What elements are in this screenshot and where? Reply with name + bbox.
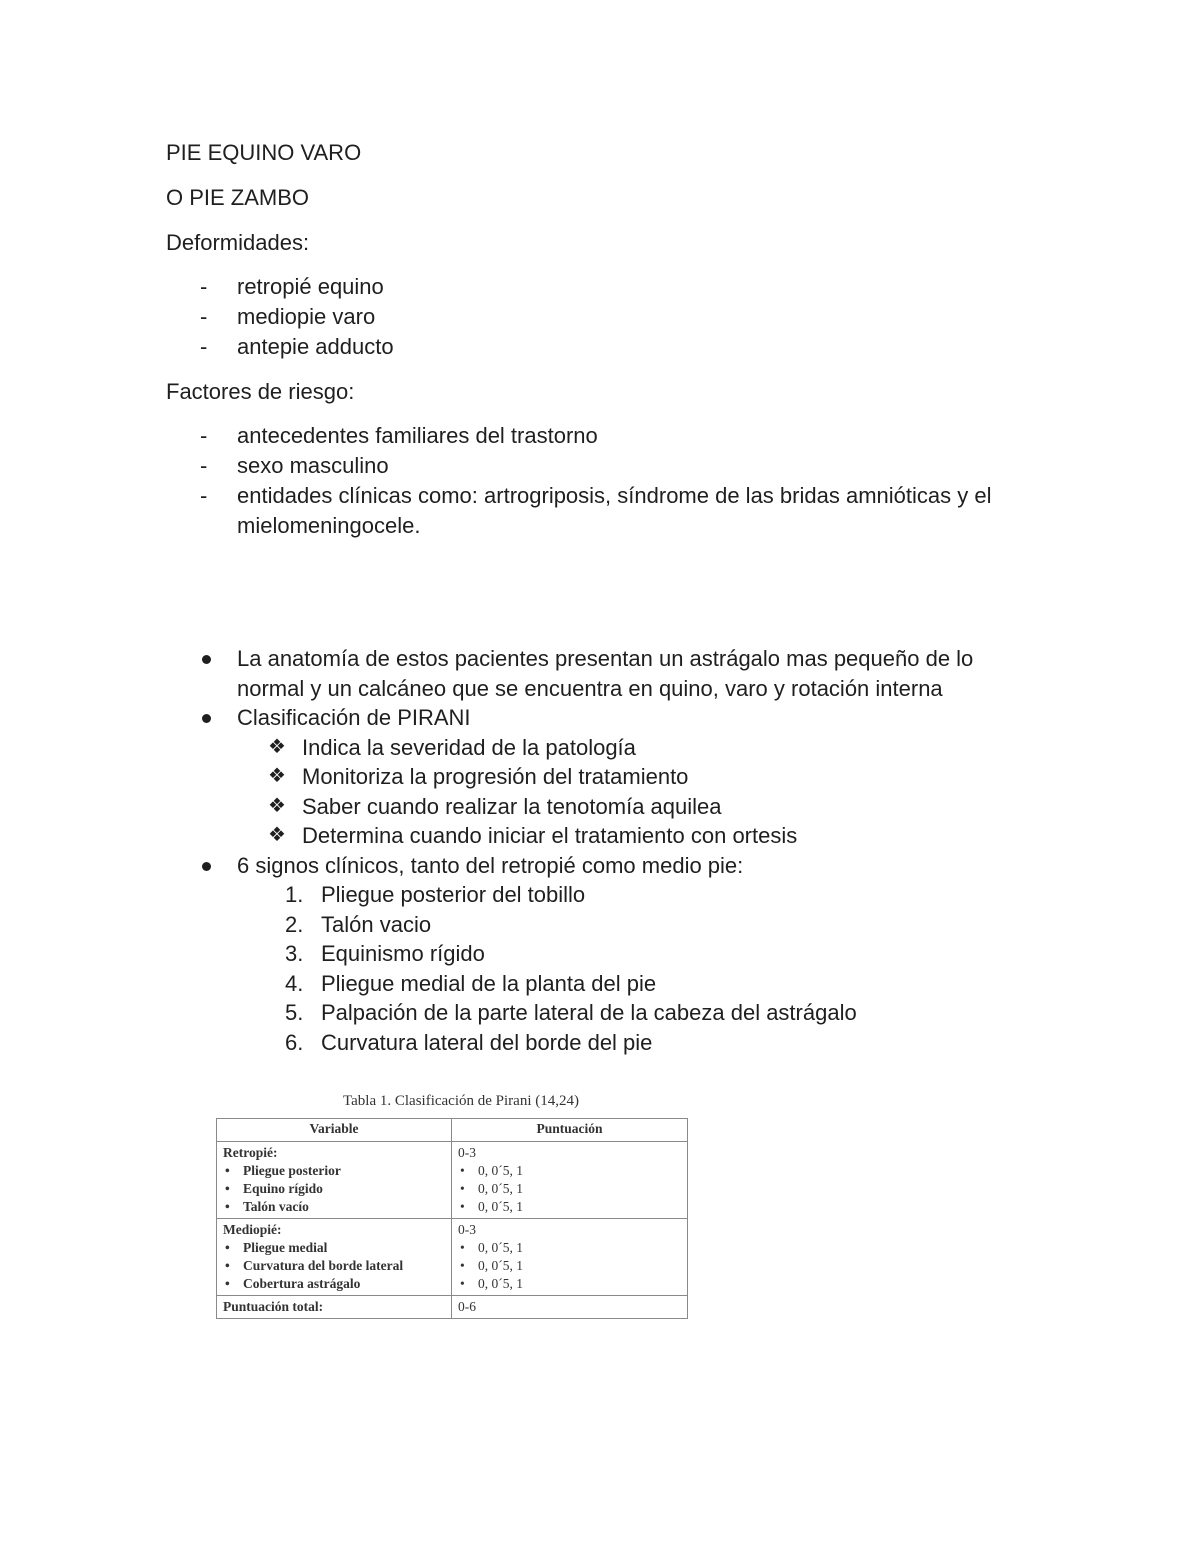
list-item-text: Indica la severidad de la patología — [302, 734, 636, 760]
pirani-table — [216, 1118, 688, 1319]
bullet-icon: • — [460, 1163, 465, 1178]
list-item-text: sexo masculino — [237, 453, 389, 478]
list-item-text: Pliegue medial de la planta del pie — [321, 970, 657, 996]
table-list-item — [458, 1275, 681, 1293]
signos-numbered-list — [237, 880, 1046, 1057]
table-score-text: 0, 0´5, 1 — [478, 1181, 523, 1196]
table-list-item — [223, 1180, 445, 1198]
bullet-icon — [202, 714, 211, 723]
list-item-text: Saber cuando realizar la tenotomía aquilea — [302, 793, 722, 819]
table-list-item — [223, 1239, 445, 1257]
table-item-text: Pliegue medial — [243, 1240, 328, 1255]
bullet-text: Clasificación de PIRANI — [237, 705, 471, 730]
table-score-text: 0, 0´5, 1 — [478, 1199, 523, 1214]
bullet-icon: • — [460, 1276, 465, 1291]
bullet-icon: • — [460, 1258, 465, 1273]
list-item — [166, 332, 394, 362]
bullet-icon: • — [460, 1181, 465, 1196]
bullet-item-clasificacion — [166, 703, 1046, 733]
bullet-icon — [202, 655, 211, 664]
table-item-text: Pliegue posterior — [243, 1163, 341, 1178]
table-item-text: Cobertura astrágalo — [243, 1276, 361, 1291]
diamond-icon: ❖ — [268, 765, 286, 787]
diamond-icon: ❖ — [268, 824, 286, 846]
deformidades-list — [166, 272, 394, 362]
list-number: 5. — [285, 1000, 304, 1025]
diamond-icon: ❖ — [268, 735, 286, 758]
diamond-icon: ❖ — [268, 794, 286, 817]
list-item — [237, 1028, 1046, 1058]
dash-marker: - — [200, 423, 208, 448]
list-item — [166, 792, 1046, 822]
table-list-item — [458, 1180, 681, 1198]
list-number: 2. — [285, 911, 304, 937]
list-item-text: antepie adducto — [237, 334, 394, 359]
diamond-sublist-item — [166, 733, 1046, 851]
table-cell — [452, 1296, 688, 1319]
table-score-text: 0, 0´5, 1 — [478, 1276, 523, 1291]
retropie-range: 0-3 — [458, 1145, 476, 1160]
list-item — [166, 821, 1046, 851]
table-score-text: 0, 0´5, 1 — [478, 1163, 523, 1178]
table-score-text: 0, 0´5, 1 — [478, 1240, 523, 1255]
list-item-text: entidades clínicas como: artrogriposis, síndrome de las bridas amnióticas y el mielomeningocele. — [237, 483, 992, 538]
table-list-item — [458, 1257, 681, 1275]
clasificacion-sublist — [166, 733, 1046, 851]
table-cell — [452, 1219, 688, 1296]
list-item — [166, 762, 1046, 792]
table-list-item — [223, 1257, 445, 1275]
list-item — [166, 481, 1036, 541]
mediopie-range: 0-3 — [458, 1222, 476, 1237]
factores-list — [166, 421, 1036, 541]
list-item-text: Determina cuando iniciar el tratamiento con ortesis — [302, 823, 798, 848]
dash-marker: - — [200, 453, 208, 478]
list-item — [237, 880, 1046, 910]
table-header-row — [217, 1119, 688, 1142]
bullet-text: La anatomía de estos pacientes presentan un astrágalo mas pequeño de lo normal y un calcáneo que se encuentra en quino, varo y rotación interna — [237, 646, 974, 701]
total-value: 0-6 — [458, 1299, 476, 1314]
list-item — [237, 910, 1046, 940]
table-row — [217, 1142, 688, 1219]
title-line-1: PIE EQUINO VARO — [166, 140, 362, 165]
list-number: 3. — [285, 941, 304, 966]
deformidades-label: Deformidades: — [166, 230, 310, 255]
dash-marker: - — [200, 334, 208, 359]
table-header-puntuacion: Puntuación — [452, 1119, 688, 1142]
bullet-list — [166, 644, 1046, 1057]
list-item-text: Talón vacio — [321, 911, 432, 937]
bullet-icon: • — [225, 1276, 230, 1291]
list-item — [237, 939, 1046, 969]
list-item — [237, 969, 1046, 999]
bullet-item-anatomia — [166, 644, 1046, 703]
list-item-text: Curvatura lateral del borde del pie — [321, 1029, 653, 1055]
bullet-icon: • — [460, 1199, 465, 1214]
table-list-item — [458, 1239, 681, 1257]
table-cell — [217, 1219, 452, 1296]
list-item-text: retropié equino — [237, 274, 384, 299]
mediopie-label: Mediopié: — [223, 1222, 282, 1237]
bullet-item-signos — [166, 851, 1046, 881]
table-list-item — [223, 1162, 445, 1180]
list-item — [166, 733, 1046, 763]
dash-marker: - — [200, 304, 208, 329]
table-caption: Tabla 1. Clasificación de Pirani (14,24) — [343, 1093, 579, 1109]
table-item-text: Equino rígido — [243, 1181, 323, 1196]
table-cell — [452, 1142, 688, 1219]
factores-label: Factores de riesgo: — [166, 379, 355, 404]
list-item — [166, 272, 394, 302]
bullet-icon: • — [225, 1163, 230, 1178]
table-row — [217, 1296, 688, 1319]
bullet-icon — [202, 862, 211, 871]
table-list-item — [458, 1198, 681, 1216]
bullet-icon: • — [225, 1240, 230, 1255]
list-number: 1. — [285, 882, 304, 907]
table-list-item — [458, 1162, 681, 1180]
title-line-2: O PIE ZAMBO — [166, 185, 310, 210]
table-list-item — [223, 1275, 445, 1293]
list-number: 6. — [285, 1029, 304, 1055]
list-item-text: Palpación de la parte lateral de la cabeza del astrágalo — [321, 1000, 857, 1025]
numbered-sublist-item — [166, 880, 1046, 1057]
list-item — [237, 998, 1046, 1028]
list-item-text: Monitoriza la progresión del tratamiento — [302, 764, 689, 789]
list-item — [166, 451, 1036, 481]
total-label: Puntuación total: — [223, 1299, 324, 1314]
list-item-text: antecedentes familiares del trastorno — [237, 423, 598, 448]
table-cell — [217, 1142, 452, 1219]
bullet-icon: • — [460, 1240, 465, 1255]
list-item-text: Equinismo rígido — [321, 941, 485, 966]
bullet-icon: • — [225, 1181, 230, 1196]
dash-marker: - — [200, 274, 208, 299]
retropie-label: Retropié: — [223, 1145, 278, 1160]
bullet-icon: • — [225, 1258, 230, 1273]
list-item-text: Pliegue posterior del tobillo — [321, 882, 586, 907]
list-number: 4. — [285, 970, 304, 996]
table-list-item — [223, 1198, 445, 1216]
bullet-icon: • — [225, 1199, 230, 1214]
table-cell — [217, 1296, 452, 1319]
list-item — [166, 421, 1036, 451]
dash-marker: - — [200, 483, 208, 508]
list-item — [166, 302, 394, 332]
list-item-text: mediopie varo — [237, 304, 376, 329]
pirani-table-figure — [216, 1090, 688, 1319]
table-item-text: Curvatura del borde lateral — [243, 1258, 404, 1273]
table-row — [217, 1219, 688, 1296]
bullet-text: 6 signos clínicos, tanto del retropié como medio pie: — [237, 852, 744, 878]
table-item-text: Talón vacío — [243, 1199, 309, 1214]
table-header-variable: Variable — [217, 1119, 452, 1142]
table-score-text: 0, 0´5, 1 — [478, 1258, 523, 1273]
